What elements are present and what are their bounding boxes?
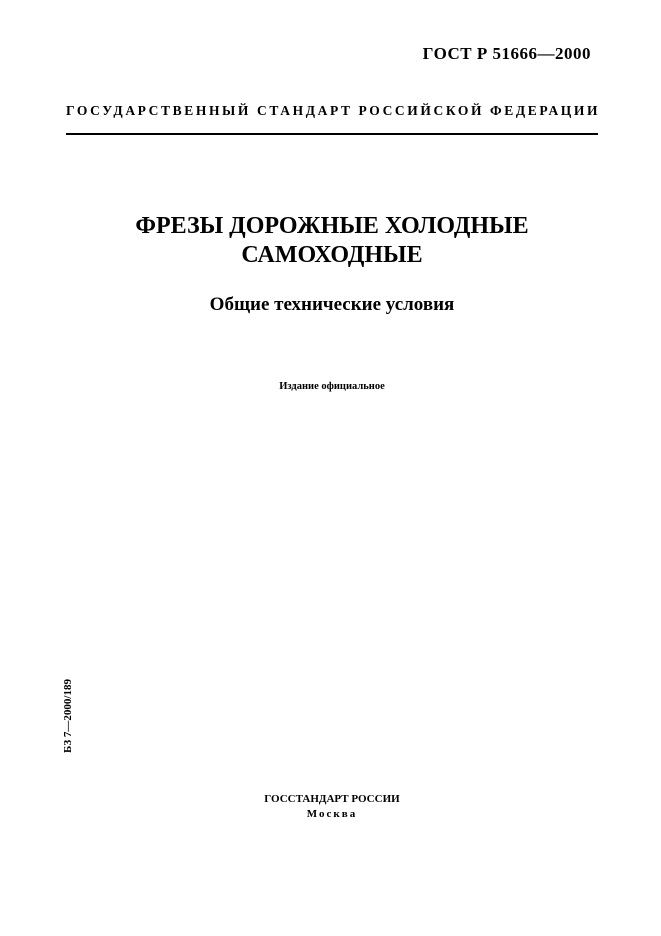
publication-city: Москва [306,808,358,820]
document-title [66,212,598,270]
standard-header: ГОСУДАРСТВЕННЫЙ СТАНДАРТ РОССИЙСКОЙ ФЕДЕРАЦИИ [66,103,601,118]
document-title-line-2: САМОХОДНЫЕ [241,242,423,268]
publisher: ГОССТАНДАРТ РОССИИ [264,793,400,805]
vertical-code [60,676,76,756]
document-subtitle: Общие технические условия [209,294,455,315]
gost-number: ГОСТ Р 51666—2000 [422,44,591,63]
header-divider [66,133,598,135]
document-title-line-1: ФРЕЗЫ ДОРОЖНЫЕ ХОЛОДНЫЕ [135,213,529,239]
edition-note: Издание официальное [279,381,385,392]
vertical-code-text: БЗ 7—2000/189 [62,679,74,753]
